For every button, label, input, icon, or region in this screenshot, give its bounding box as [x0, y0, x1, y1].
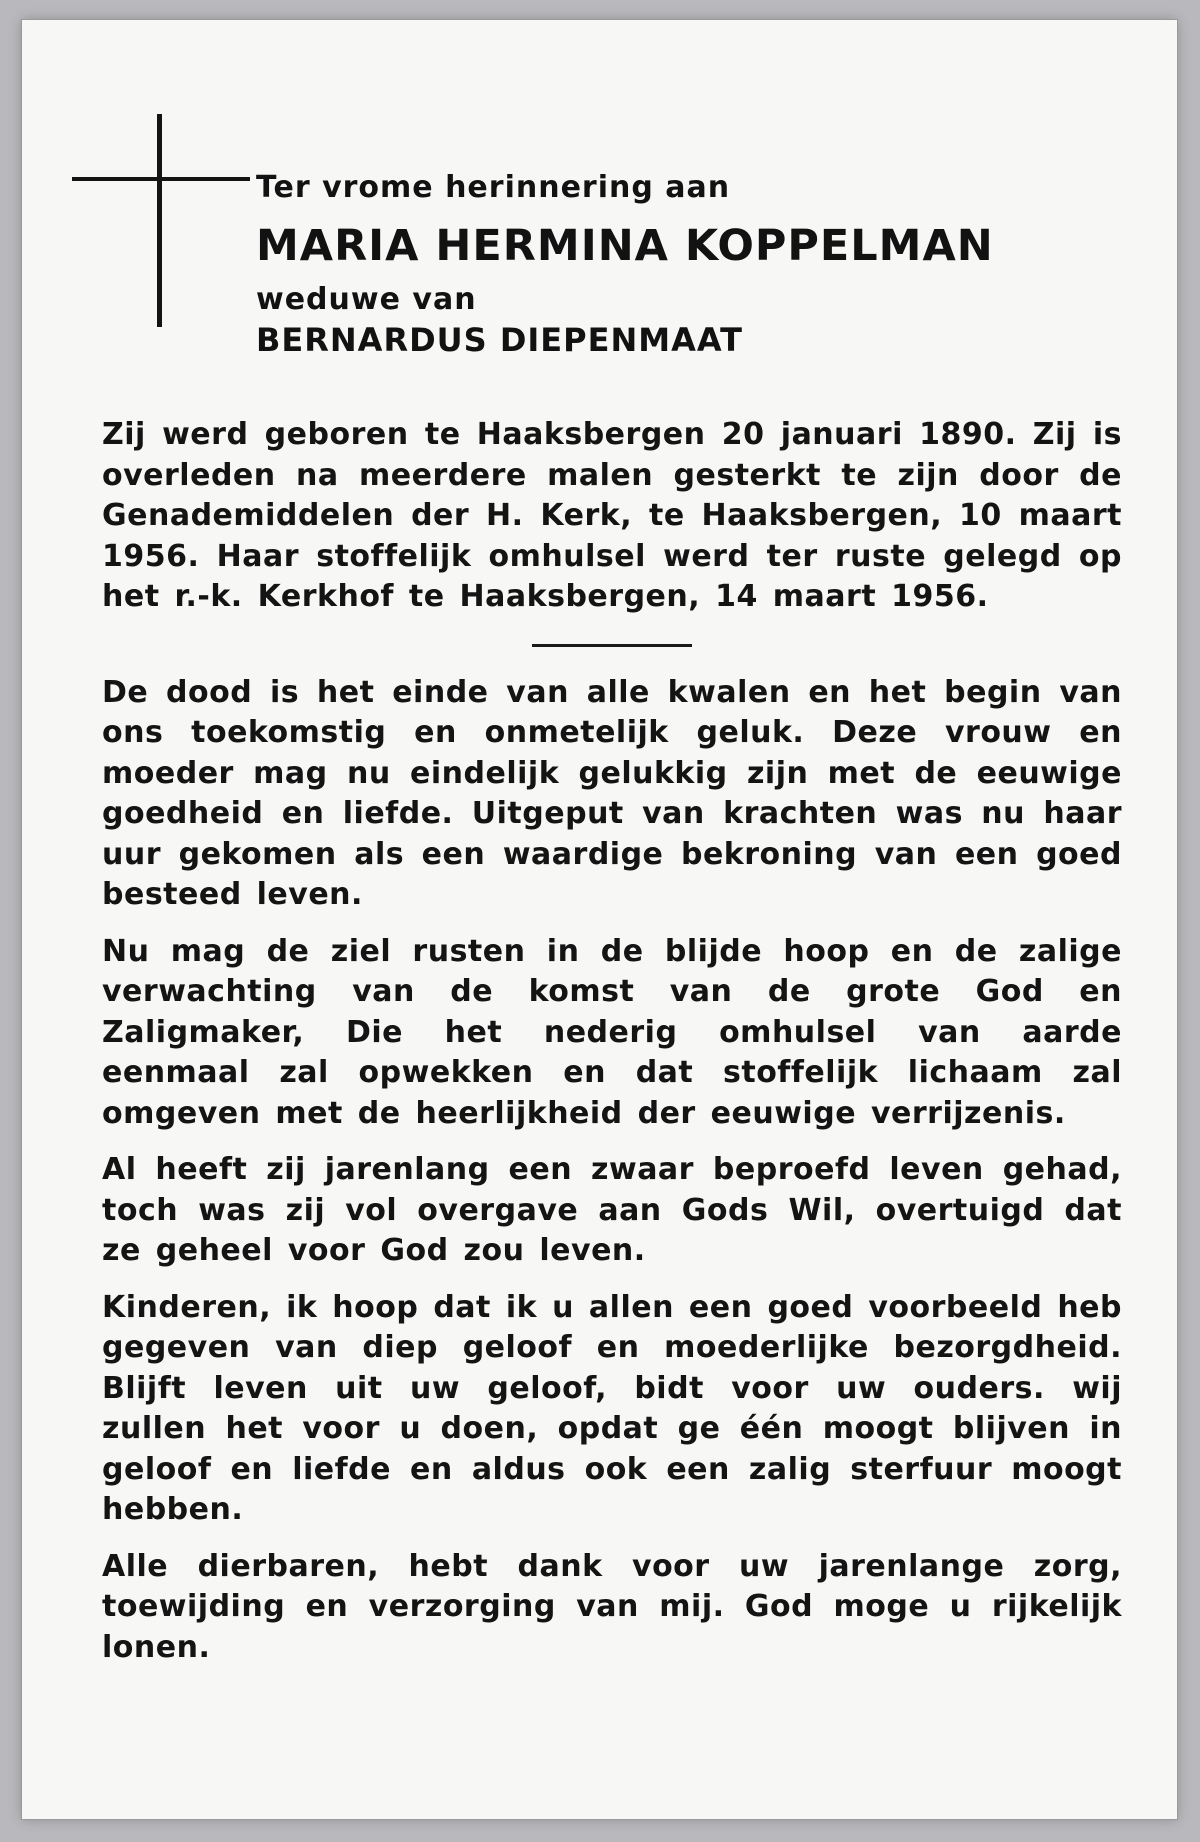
memorial-card: [22, 20, 1177, 1819]
card-body: [102, 415, 1122, 1668]
deceased-name: MARIA HERMINA KOPPELMAN: [256, 221, 994, 271]
widow-label: weduwe van: [256, 282, 477, 317]
divider: [532, 644, 692, 647]
paragraph-thanks: Alle dierbaren, hebt dank voor uw jarenlange zorg, toewijding en verzorging van mij. God moge u rijkelijk lonen.: [102, 1548, 1122, 1665]
paragraph-life: Al heeft zij jarenlang een zwaar beproefd leven gehad, toch was zij vol overgave aan Gods Wil, overtuigd dat ze geheel voor God zou leven.: [102, 1152, 1122, 1268]
card-header: [256, 168, 1136, 360]
husband-name: BERNARDUS DIEPENMAAT: [256, 321, 743, 359]
paragraph-death: De dood is het einde van alle kwalen en het begin van ons toekomstig en onmetelijk geluk. Deze vrouw en moeder mag nu eindelijk gelukkig zijn met de eeuwige goedheid en liefde. Uitgeput van krachten was nu haar uur gekomen als een waardige bekroning van een goed besteed leven.: [102, 674, 1122, 912]
cross-icon-horizontal: [72, 177, 250, 181]
cross-icon-vertical: [157, 114, 162, 327]
paragraph-biography: Zij werd geboren te Haaksbergen 20 januari 1890. Zij is overleden na meerdere malen gesterkt te zijn door de Genademiddelen der H. Kerk, te Haaksbergen, 10 maart 1956. Haar stoffelijk omhulsel werd ter ruste gelegd op het r.-k. Kerkhof te Haaksbergen, 14 maart 1956.: [102, 417, 1122, 614]
paragraph-children: Kinderen, ik hoop dat ik u allen een goed voorbeeld heb gegeven van diep geloof en moederlijke bezorgdheid. Blijft leven uit uw geloof, bidt voor uw ouders. wij zullen het voor u doen, opdat ge één moogt blijven in geloof en liefde en aldus ook een zalig sterfuur moogt hebben.: [102, 1289, 1122, 1527]
intro-text: Ter vrome herinnering aan: [256, 170, 731, 205]
paragraph-hope: Nu mag de ziel rusten in de blijde hoop en de zalige verwachting van de komst van de grote God en Zaligmaker, Die het nederig omhulsel van aarde eenmaal zal opwekken en dat stoffelijk lichaam zal omgeven met de heerlijkheid der eeuwige verrijzenis.: [102, 933, 1122, 1131]
